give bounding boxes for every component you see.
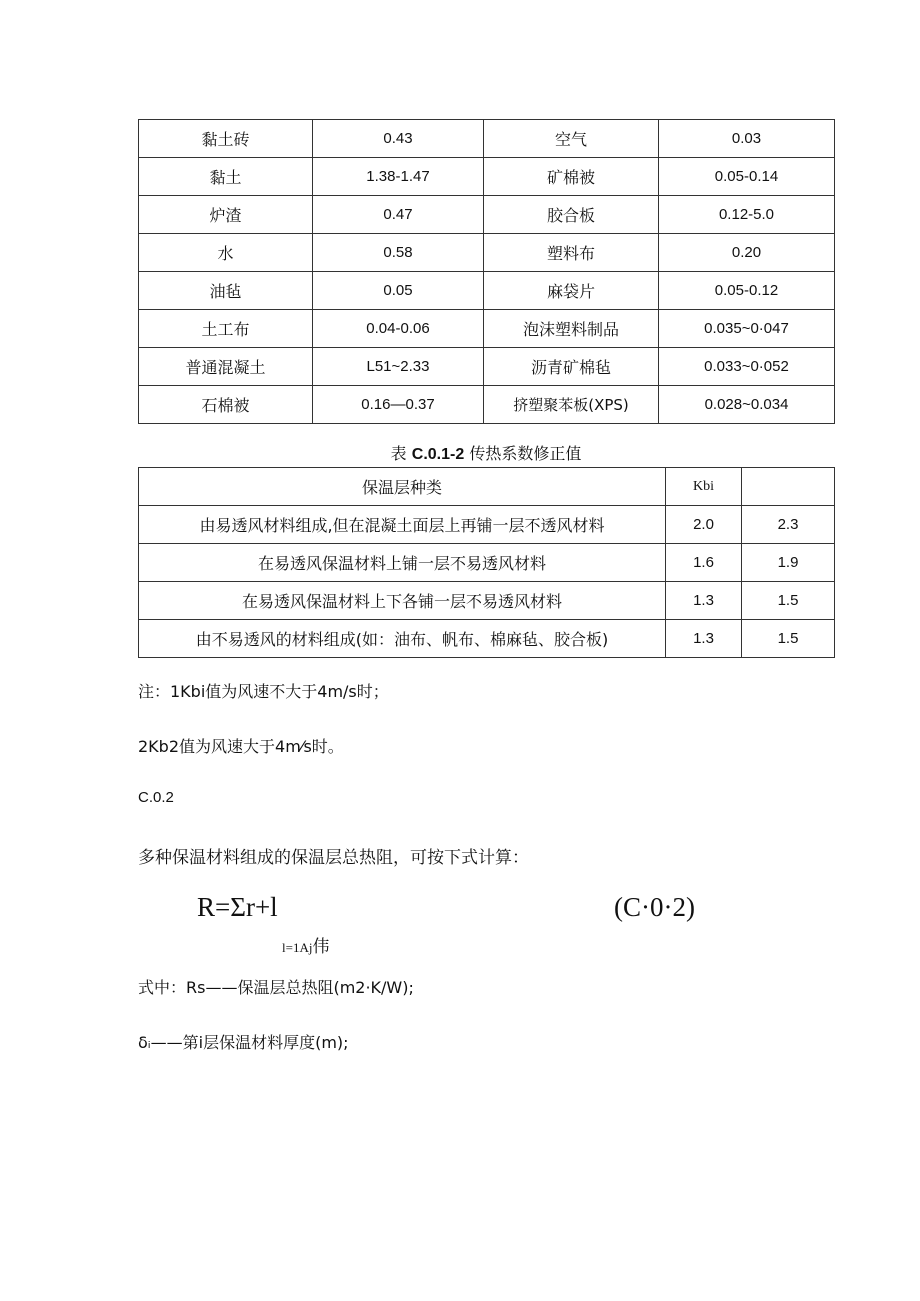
table-cell: 由易透风材料组成,但在混凝土面层上再铺一层不透风材料: [139, 506, 666, 544]
section-number: C.0.2: [138, 789, 174, 806]
table-cell: 泡沫塑料制品: [484, 310, 659, 348]
table-cell: 0.05: [313, 272, 484, 310]
formula-subscript: [282, 932, 329, 957]
table-cell: 2.0: [666, 506, 742, 544]
table-cell: 1.6: [666, 544, 742, 582]
table-cell: 黏土砖: [139, 120, 313, 158]
table-row: [139, 158, 835, 196]
definition-2: δᵢ——第i层保温材料厚度(m);: [138, 1033, 349, 1052]
table-header-row: [139, 468, 835, 506]
table-cell: 0.04-0.06: [313, 310, 484, 348]
table-cell: 土工布: [139, 310, 313, 348]
table-cell: 塑料布: [484, 234, 659, 272]
table-cell: 1.38-1.47: [313, 158, 484, 196]
caption-title: 传热系数修正值: [469, 444, 582, 463]
formula-sub-text: l=1Aj: [282, 940, 313, 955]
caption-prefix: 表: [390, 444, 407, 463]
table-cell: 0.43: [313, 120, 484, 158]
formula-label: (C·0·2): [614, 892, 695, 922]
section-intro: 多种保温材料组成的保温层总热阻，可按下式计算：: [138, 848, 529, 868]
table-row: [139, 272, 835, 310]
table-cell: 1.5: [742, 582, 835, 620]
formula-expression: R=Σr+l: [197, 892, 278, 922]
table-row: [139, 506, 835, 544]
caption-code: C.0.1-2: [411, 446, 465, 463]
table-cell: L51~2.33: [313, 348, 484, 386]
table-cell: 0.03: [659, 120, 835, 158]
table-cell: 0.035~0·047: [659, 310, 835, 348]
table-cell: 0.12-5.0: [659, 196, 835, 234]
table-cell: 胶合板: [484, 196, 659, 234]
table-cell: 0.47: [313, 196, 484, 234]
table-cell: 0.033~0·052: [659, 348, 835, 386]
header-cell: [742, 468, 835, 506]
table-cell: 在易透风保温材料上铺一层不易透风材料: [139, 544, 666, 582]
table-cell: 0.028~0.034: [659, 386, 835, 424]
note-1: 注：1Kbi值为风速不大于4m/s时；: [138, 682, 389, 701]
table-row: [139, 310, 835, 348]
table-row: [139, 620, 835, 658]
table-cell: 黏土: [139, 158, 313, 196]
table-cell: 1.3: [666, 620, 742, 658]
table-cell: 1.5: [742, 620, 835, 658]
note-2: 2Kb2值为风速大于4m⁄s时。: [138, 737, 344, 756]
table-row: [139, 582, 835, 620]
formula-sub-glyph: 伟: [312, 937, 330, 957]
table-cell: 0.05-0.14: [659, 158, 835, 196]
table-cell: 沥青矿棉毡: [484, 348, 659, 386]
header-cell: Kbi: [666, 468, 742, 506]
table-cell: 油毡: [139, 272, 313, 310]
table-cell: 空气: [484, 120, 659, 158]
table-cell: 石棉被: [139, 386, 313, 424]
table-row: [139, 120, 835, 158]
table-row: [139, 196, 835, 234]
table-cell: 矿棉被: [484, 158, 659, 196]
table-cell: 在易透风保温材料上下各铺一层不易透风材料: [139, 582, 666, 620]
table-cell: 2.3: [742, 506, 835, 544]
table-cell: 由不易透风的材料组成(如：油布、帆布、棉麻毡、胶合板): [139, 620, 666, 658]
table-cell: 挤塑聚苯板(XPS): [484, 386, 659, 424]
correction-factor-table: [138, 467, 835, 658]
table-cell: 0.05-0.12: [659, 272, 835, 310]
table-cell: 普通混凝土: [139, 348, 313, 386]
table-cell: 1.9: [742, 544, 835, 582]
table-cell: 水: [139, 234, 313, 272]
table-cell: 1.3: [666, 582, 742, 620]
table-row: [139, 234, 835, 272]
table-cell: 0.58: [313, 234, 484, 272]
table-row: [139, 386, 835, 424]
material-conductivity-table: [138, 119, 835, 424]
table-caption: [138, 441, 834, 464]
table-row: [139, 544, 835, 582]
definition-1: 式中：Rs——保温层总热阻(m2·K/W);: [138, 978, 414, 997]
table-cell: 麻袋片: [484, 272, 659, 310]
table-row: [139, 348, 835, 386]
table-cell: 炉渣: [139, 196, 313, 234]
table-cell: 0.20: [659, 234, 835, 272]
header-cell: 保温层种类: [139, 468, 666, 506]
table-cell: 0.16—0.37: [313, 386, 484, 424]
